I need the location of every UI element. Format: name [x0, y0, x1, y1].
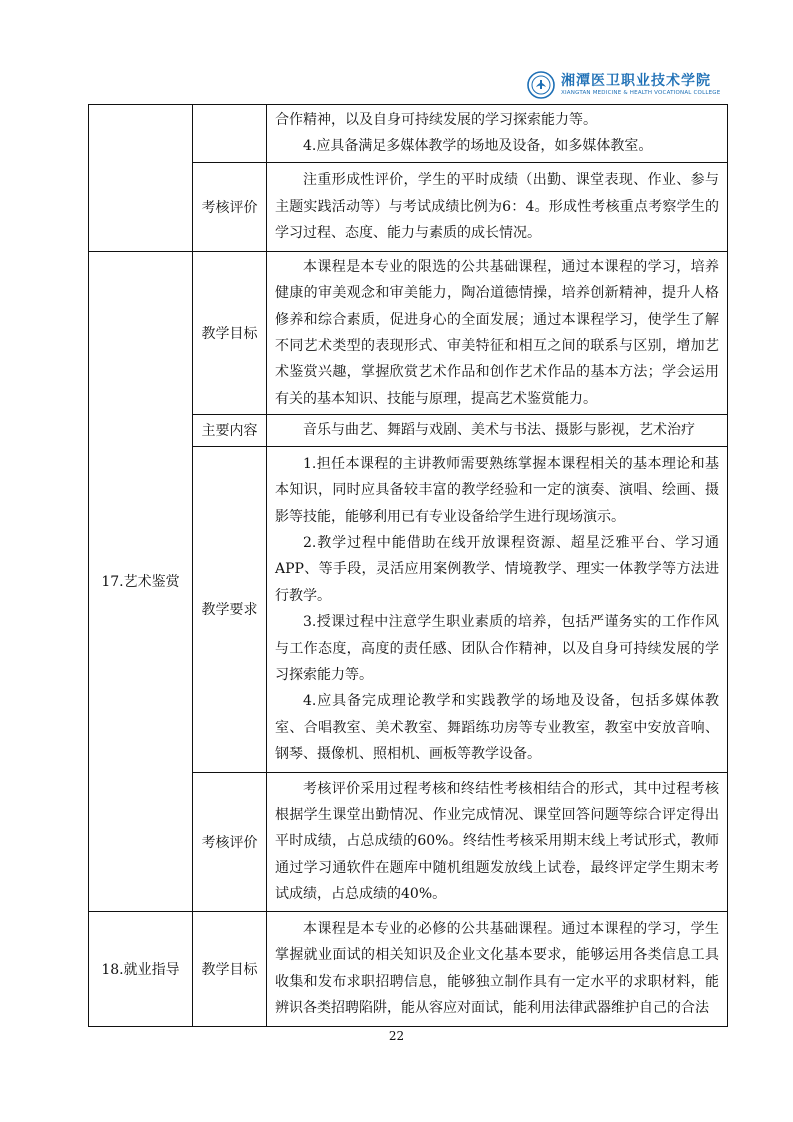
assessment-text: 注重形成性评价，学生的平时成绩（出勤、课堂表现、作业、参与主题实践活动等）与考试成绩比例为6：4。形成性考核重点考察学生的学习过程、态度、能力与素质的成长情况。: [275, 172, 719, 242]
table-row: [89, 251, 728, 414]
goal-text: 本课程是本专业的必修的公共基础课程。通过本课程的学习，学生掌握就业面试的相关知识及企业文化基本要求，能够运用各类信息工具收集和发布求职招聘信息，能够独立制作具有一定水平的求职材料，能辨识各类招聘陷阱，能从容应对面试，能利用法律武器维护自己的合法: [275, 920, 719, 1017]
assessment-cell: [267, 772, 728, 911]
logo-english-name: XIANGTAN MEDICINE & HEALTH VOCATIONAL COLLEGE: [561, 90, 721, 96]
table-row: [89, 105, 728, 163]
category-label: 主要内容: [193, 415, 267, 446]
requirement-item: 4.应具备完成理论教学和实践教学的场地及设备，包括多媒体教室、合唱教室、美术教室、舞蹈练功房等专业教室，教室中安放音响、钢琴、摄像机、照相机、画板等教学设备。: [275, 693, 719, 763]
requirements-cell: [267, 105, 728, 163]
college-emblem-icon: [527, 71, 555, 99]
requirements-cell: [267, 446, 728, 772]
category-label: 教学要求: [193, 446, 267, 772]
assessment-text: 考核评价采用过程考核和终结性考核相结合的形式，其中过程考核根据学生课堂出勤情况、作业完成情况、课堂回答问题等综合评定得出平时成绩，占总成绩的60%。终结性考核采用期末线上考试形式，教师通过学习通软件在题库中随机组题发放线上试卷，最终评定学生期末考试成绩，占总成绩的40%。: [275, 780, 719, 903]
category-label: 考核评价: [193, 772, 267, 911]
category-label: 教学目标: [193, 251, 267, 414]
requirement-item: 4.应具备满足多媒体教学的场地及设备，如多媒体教室。: [303, 138, 653, 155]
content-text: 音乐与曲艺、舞蹈与戏剧、美术与书法、摄影与影视，艺术治疗: [303, 422, 695, 439]
logo-chinese-name: 湘潭医卫职业技术学院: [561, 73, 711, 89]
requirement-item: 2.教学过程中能借助在线开放课程资源、超星泛雅平台、学习通APP、等手段，灵活应用案例教学、情境教学、理实一体教学等方法进行教学。: [275, 534, 719, 604]
category-label: 教学目标: [193, 911, 267, 1026]
goal-cell: [267, 251, 728, 414]
goal-cell: [267, 911, 728, 1026]
college-logo: [527, 70, 747, 100]
category-cell: [193, 105, 267, 163]
curriculum-table: [88, 104, 728, 1027]
requirement-item: 3.授课过程中注意学生职业素质的培养，包括严谨务实的工作作风与工作态度，高度的责任感、团队合作精神，以及自身可持续发展的学习探索能力等。: [275, 614, 719, 683]
goal-text: 本课程是本专业的限选的公共基础课程，通过本课程的学习，培养健康的审美观念和审美能力，陶冶道德情操，培养创新精神，提升人格修养和综合素质，促进身心的全面发展；通过本课程学习，使学生了解不同艺术类型的表现形式、审美特征和相互之间的联系与区别，增加艺术鉴赏兴趣，掌握欣赏艺术作品和创作艺术作品的基本方法；学会运用有关的基本知识、技能与原理，提高艺术鉴赏能力。: [275, 258, 719, 407]
course-name-cell: [89, 105, 193, 252]
page-number: 22: [388, 1029, 405, 1043]
requirement-item: 1.担任本课程的主讲教师需要熟练掌握本课程相关的基本理论和基本知识，同时应具备较丰富的教学经验和一定的演奏、演唱、绘画、摄影等技能，能够利用已有专业设备给学生进行现场演示。: [275, 455, 719, 525]
course-name: 18.就业指导: [89, 911, 193, 1026]
course-name: 17.艺术鉴赏: [89, 251, 193, 911]
category-label: 考核评价: [193, 162, 267, 251]
table-row: [89, 911, 728, 1026]
requirement-item: 合作精神，以及自身可持续发展的学习探索能力等。: [275, 112, 597, 128]
assessment-cell: [267, 162, 728, 251]
content-cell: [267, 415, 728, 446]
